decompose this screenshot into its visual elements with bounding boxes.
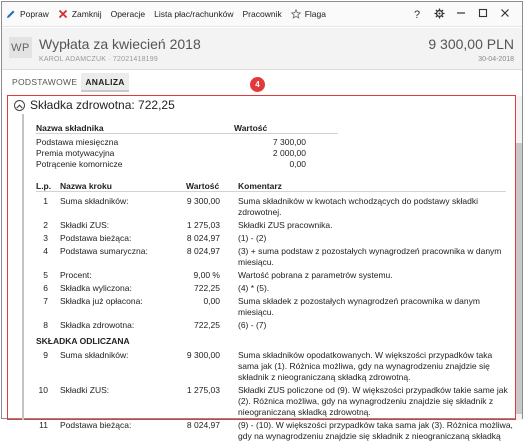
chevron-up-icon [16,101,23,111]
step-lp: 6 [43,283,48,293]
lista-plac-label: Lista płac/rachunków [154,9,234,19]
step-comment: (4) * (5). [238,283,270,293]
help-icon: ? [413,8,421,21]
step-value: 9,00 % [193,270,220,280]
step-comment: Składki ZUS pracownika. [238,220,333,230]
step-name: Podstawa bieżąca: [60,233,132,243]
close-button[interactable] [494,2,516,27]
summary-row-name: Podstawa miesięczna [36,137,119,147]
summary-row-value: 0,00 [289,159,306,169]
close-icon [500,8,510,21]
maximize-icon [478,8,488,21]
summary-header-value: Wartość [234,123,268,133]
step-value: 9 300,00 [186,196,220,206]
step-comment: (6) - (7) [238,320,267,330]
step-comment: składnik z nieograniczaną składką zdrowotną. [238,372,411,382]
step-name: Składka już opłacona: [60,296,143,306]
help-button[interactable] [406,2,428,27]
employee-info: KAROL ADAMCZUK · 72021418199 [39,56,158,63]
pracownik-label: Pracownik [242,9,282,19]
flaga-label: Flaga [304,9,326,19]
step-value: 8 024,97 [186,233,220,243]
document-title: Wypłata za kwiecień 2018 [39,36,201,52]
tab-analiza-label: ANALIZA [85,76,125,87]
steps-header-value: Wartość [186,181,220,191]
step-comment: Składki ZUS policzone od (9). W większości przypadków takie same jak [238,385,508,395]
steps-header-name: Nazwa kroku [60,181,112,191]
step-comment: Suma składek z pozostałych wynagrodzeń pracownika w danym [238,296,480,306]
flaga-button[interactable] [287,2,331,27]
step-value: 9 300,00 [186,350,220,360]
step-lp: 8 [43,320,48,330]
vertical-scrollbar[interactable] [516,96,522,420]
summary-row-value: 7 300,00 [272,137,306,147]
pracownik-menu[interactable] [238,2,286,27]
step-name: Składka wyliczona: [60,283,132,293]
maximize-button[interactable] [472,2,494,27]
step-name: Podstawa bieżąca: [60,420,132,430]
tab-podstawowe[interactable] [8,73,81,92]
step-comment: nieograniczaną składką zdrowotną. [238,407,371,417]
step-lp: 4 [43,246,48,256]
step-name: Podstawa sumaryczna: [60,246,148,256]
step-lp: 5 [43,270,48,280]
popraw-button[interactable] [2,2,54,27]
summary-header-name: Nazwa składnika [36,123,104,133]
document-amount: 9 300,00 PLN [428,36,514,52]
operacje-menu[interactable] [107,2,151,27]
step-comment: (2). Różnica możliwa, gdy na wynagrodzeniu znajdzie się składnik z [238,396,494,406]
step-lp: 7 [43,296,48,306]
collapse-toggle[interactable] [14,100,25,111]
step-lp: 3 [43,233,48,243]
step-comment: gdy na wynagrodzeniu znajdzie się składnik z nieograniczaną składką [238,431,501,441]
step-comment: Suma składników opodatkowanych. W większości przypadków taka [238,350,493,360]
step-value: 0,00 [203,296,220,306]
scrollbar-thumb[interactable] [516,143,522,414]
step-comment: Suma składników w kwotach wchodzących do podstawy składki [238,196,479,206]
payroll-window [1,1,523,441]
gear-icon [434,8,445,22]
step-lp: 2 [43,220,48,230]
step-lp: 1 [43,196,48,206]
step-comment: (1) - (2) [238,233,267,243]
step-comment: Wartość pobrana z parametrów systemu. [238,270,393,280]
step-lp: 11 [39,420,48,430]
step-value: 1 275,03 [186,220,220,230]
toolbar [2,2,522,27]
pencil-icon [6,9,16,19]
step-lp: 10 [38,385,48,395]
summary-row-name: Premia motywacyjna [36,148,115,158]
step-lp: 9 [43,350,48,360]
step-comment: miesiącu. [238,307,274,317]
step-name: Składki ZUS: [60,220,110,230]
zamknij-label: Zamknij [71,9,102,19]
analysis-panel [22,114,513,441]
star-icon [291,9,301,19]
step-comment: (3) + suma podstaw z pozostałych wynagrodzeń pracownika w danym [238,246,502,256]
subsection-title: SKŁADKA ODLICZANA [36,336,130,346]
step-comment: miesiącu. [238,257,274,267]
document-date: 30-04-2018 [478,56,514,63]
popraw-label: Popraw [20,9,49,19]
step-name: Suma składników: [60,350,129,360]
operacje-label: Operacje [110,9,146,19]
step-comment: zdrowotnej. [238,207,282,217]
step-value: 722,25 [194,283,220,293]
summary-row-value: 2 000,00 [272,148,306,158]
document-avatar: WP [9,37,32,58]
step-value: 8 024,97 [186,420,220,430]
step-comment: sama jak (1). Różnica możliwa, gdy na wynagrodzeniu znajdzie się [238,361,490,371]
document-header [2,28,522,70]
minimize-button[interactable] [450,2,472,27]
tab-analiza[interactable] [81,73,128,92]
step-name: Składki ZUS: [60,385,110,395]
steps-header-comment: Komentarz [238,181,282,191]
close-x-icon [58,9,68,19]
zamknij-button[interactable] [54,2,107,27]
step-name: Składka zdrowotna: [60,320,135,330]
step-comment: (9) - (10). W większości przypadków taka sama jak (3). Różnica możliwa, [238,420,513,430]
step-name: Procent: [60,270,92,280]
step-value: 8 024,97 [186,246,220,256]
step-value: 1 275,03 [186,385,220,395]
settings-button[interactable] [428,2,450,27]
steps-header-lp: L.p. [36,181,52,191]
step-name: Suma składników: [60,196,129,206]
step-value: 722,25 [194,320,220,330]
summary-row-name: Potrącenie komornicze [36,159,123,169]
section-title: Składka zdrowotna: 722,25 [30,98,175,112]
steps-divider [36,191,506,192]
summary-divider [36,133,338,134]
lista-plac-menu[interactable] [150,2,238,27]
minimize-icon [456,8,466,21]
annotation-badge: 4 [250,77,265,92]
tab-podstawowe-label: PODSTAWOWE [12,76,78,87]
